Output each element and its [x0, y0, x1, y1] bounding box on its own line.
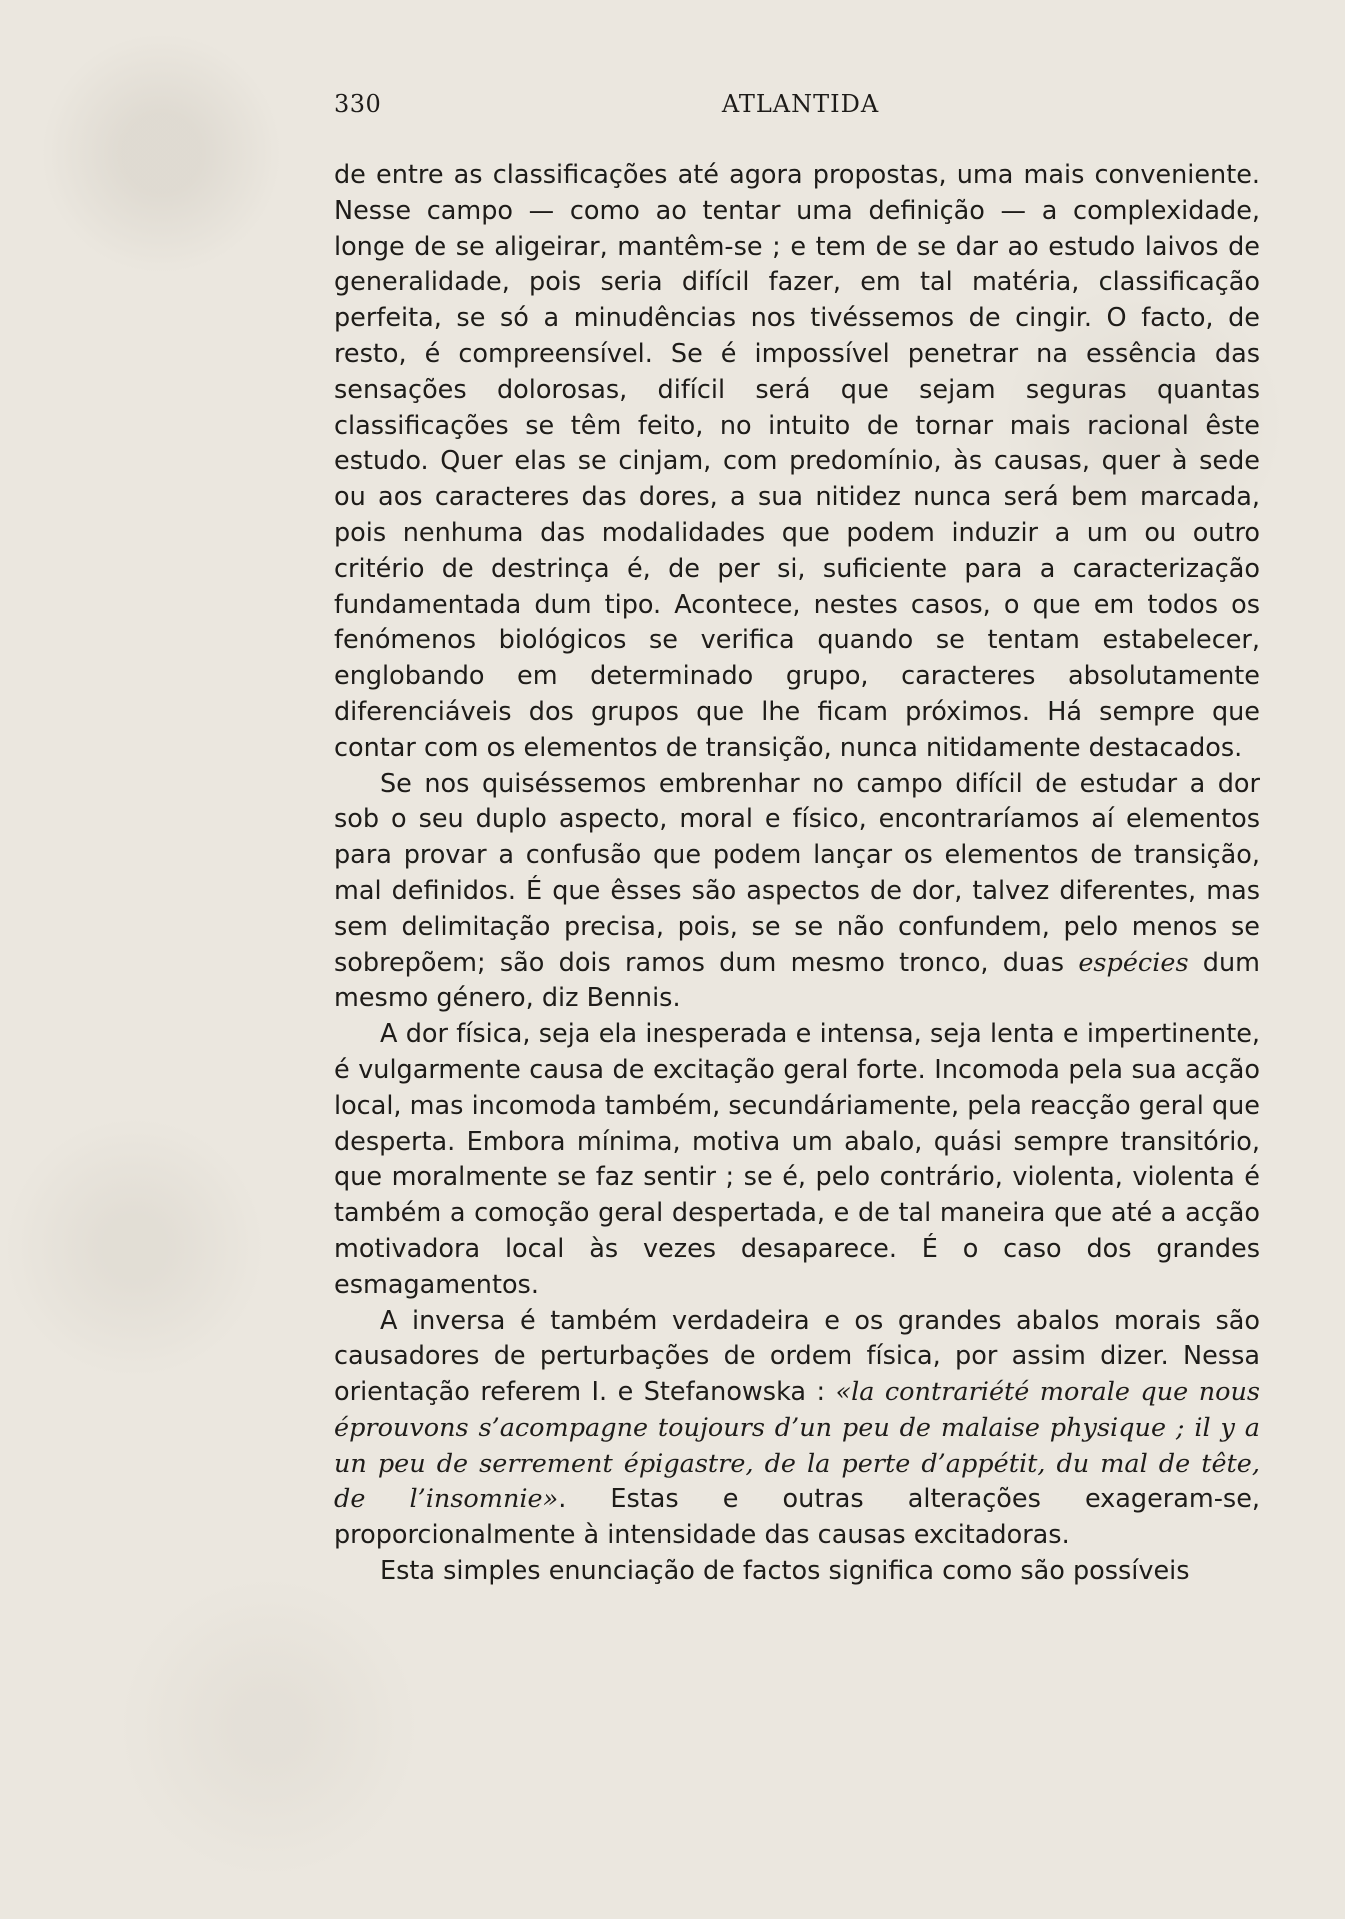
body-text — [334, 158, 1260, 1590]
paragraph — [334, 158, 1260, 767]
text-segment: . Estas e outras alterações exageram-se, proporcionalmente à intensidade das causas excitadoras. — [334, 1484, 1261, 1551]
italic-text: espécies — [1078, 947, 1189, 978]
paragraph — [334, 1017, 1260, 1303]
text-segment: dum mesmo género, diz Bennis. — [334, 947, 1260, 1014]
text-segment: A dor física, seja ela inesperada e intensa, seja lenta e impertinente, é vulgarmente causa de excitação geral forte. Incomoda pela sua acção local, mas incomoda também, secundáriamente, pela reacção geral que desperta. Embora mínima, motiva um abalo, quási sempre transitório, que moralmente se faz sentir ; se é, pelo contrário, violenta, violenta é também a comoção geral despertada, e de tal maneira que até a acção motivadora local às vezes desaparece. É o caso dos grandes esmagamentos. — [334, 1019, 1260, 1300]
text-segment: Esta simples enunciação de factos significa como são possíveis — [380, 1556, 1190, 1587]
text-segment: de entre as classificações até agora propostas, uma mais conveniente. Nesse campo — como ao tentar uma definição — a complexidade, longe de se aligeirar, mantêm-se ; e tem de se dar ao estudo laivos de generalidade, pois seria difícil fazer, em tal matéria, classificação perfeita, se só a minudências nos tivéssemos de cingir. O facto, de resto, é compreensível. Se é impossível penetrar na essência das sensações dolorosas, difícil será que sejam seguras quantas classificações se têm feito, no intuito de tornar mais racional êste estudo. Quer elas se cinjam, com predomínio, às causas, quer à sede ou aos caracteres das dores, a sua nitidez nunca será bem marcada, pois nenhuma das modalidades que podem induzir a um ou outro critério de destrinça é, de per si, suficiente para a caracterização fundamentada dum tipo. Acontece, nestes casos, o que em todos os fenómenos biológicos se verifica quando se tentam estabelecer, englobando em determinado grupo, caracteres absolutamente diferenciáveis dos grupos que lhe ficam próximos. Há sempre que contar com os elementos de transição, nunca nitidamente destacados. — [334, 160, 1260, 763]
text-segment: Se nos quiséssemos embrenhar no campo difícil de estudar a dor sob o seu duplo aspecto, moral e físico, encontraríamos aí elementos para provar a confusão que podem lançar os elementos de transição, mal definidos. É que êsses são aspectos de dor, talvez diferentes, mas sem delimitação precisa, pois, se se não confundem, pelo menos se sobrepõem; são dois ramos dum mesmo tronco, duas — [334, 768, 1260, 978]
paragraph — [334, 1304, 1260, 1555]
page-header — [334, 84, 1267, 124]
text-segment: A inversa é também verdadeira e os grandes abalos morais são causadores de perturbações de ordem física, por assim dizer. Nessa orientação referem I. e Stefanowska : — [334, 1305, 1260, 1408]
italic-text: «la contrariété morale que nous éprouvons s’acompagne toujours d’un peu de malaise physique ; il y a un peu de serrement épigastre, de la perte d’appétit, du mal de tête, de l’insomnie» — [334, 1377, 1260, 1515]
paragraph — [334, 767, 1260, 1018]
page-number: 330 — [334, 90, 382, 118]
running-title: ATLANTIDA — [721, 90, 880, 118]
paragraph — [334, 1554, 1260, 1590]
